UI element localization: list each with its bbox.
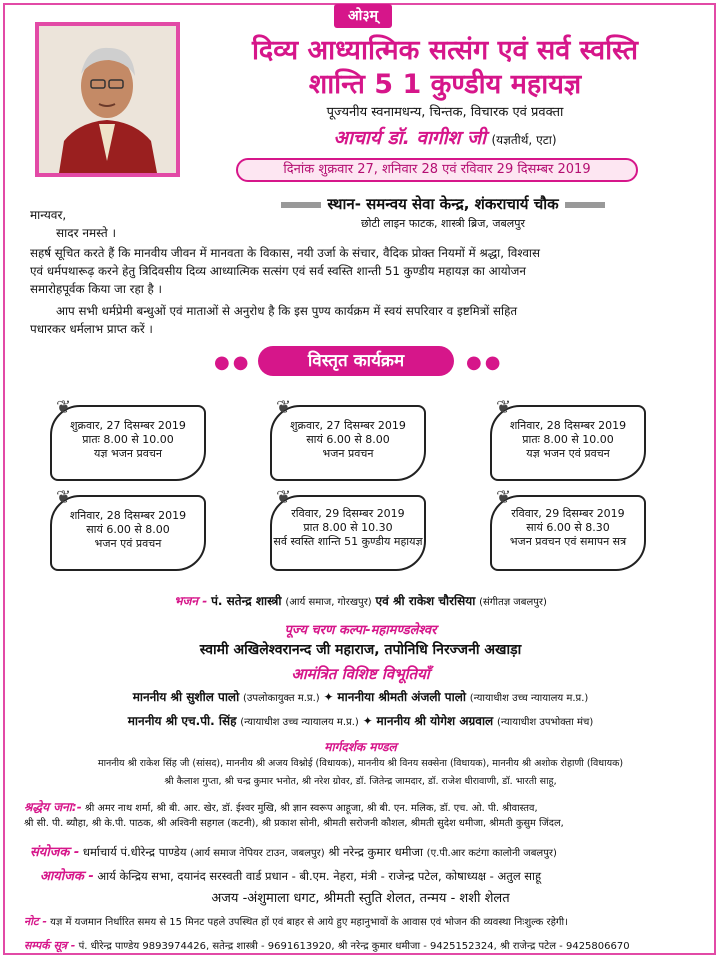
divider-right <box>565 202 605 208</box>
card-time: प्रातः 8.00 से 10.00 <box>522 433 614 446</box>
devotees-label: श्रद्धेय जना:- <box>24 800 82 814</box>
guidance-line-1: माननीय श्री राकेश सिंह जी (सांसद), माननीय श्री अजय विश्नोई (विधायक), माननीय श्री विनय सक्सेना (विधायक), माननीय श्री अशोक रोहाणी (विधायक) <box>97 758 624 769</box>
convener-line <box>30 842 710 860</box>
acharya-line <box>190 124 700 150</box>
om-badge: ओ३म् <box>334 4 392 28</box>
dot-icon: ●● <box>214 352 252 373</box>
swirl-icon: ❦ <box>496 487 512 508</box>
card-event: सर्व स्वस्ति शान्ति 51 कुण्डीय महायज्ञ <box>273 535 423 548</box>
note-label: नोट - <box>24 915 47 928</box>
organizer-text: आर्य केन्द्रिय सभा, दयानंद सरस्वती वार्ड प्रधान - बी.एम. नेहरा, मंत्री - राजेन्द्र पटेल, कोषाध्यक्ष - अतुल साहू <box>97 869 542 883</box>
card-event: भजन एवं प्रवचन <box>94 537 162 550</box>
guest-note: (न्यायाधीश उपभोक्ता मंच) <box>497 717 594 728</box>
card-day: शनिवार, 28 दिसम्बर 2019 <box>69 509 187 522</box>
guest-note: (न्यायाधीश उच्च न्यायालय म.प्र.) <box>469 693 589 704</box>
schedule-card <box>490 397 646 481</box>
bhajan-note-1: (आर्य समाज, गोरखपुर) <box>285 597 372 608</box>
greeting: सादर नमस्ते । <box>56 226 117 240</box>
venue-address: छोटी लाइन फाटक, शास्त्री ब्रिज, जबलपुर <box>360 217 526 230</box>
schedule-card <box>50 397 206 481</box>
para1-line2: एवं धर्मपथारूढ़ करने हेतु त्रिदिवसीय दिव्य आध्यात्मिक सत्संग एवं सर्व स्वस्ति शान्ती 51 कुण्डीय महायज्ञ का आयोजन <box>30 264 526 278</box>
swirl-icon: ❦ <box>496 397 512 418</box>
guidance-heading: मार्गदर्शक मण्डल <box>324 740 397 754</box>
bhajan-artist-1: पं. सतेन्द्र शास्त्री <box>211 594 282 608</box>
schedule-card <box>50 487 206 571</box>
convener-note: (आर्य समाज नेपियर टाउन, जबलपुर) <box>190 848 325 859</box>
card-day: रविवार, 29 दिसम्बर 2019 <box>291 507 405 520</box>
convener-note-2: (ए.पी.आर कटंगा कालोनी जबलपुर) <box>426 848 557 859</box>
dot-icon: ●● <box>466 352 504 373</box>
card-day: शुक्रवार, 27 दिसम्बर 2019 <box>70 419 186 432</box>
venue-text: स्थान- समन्वय सेवा केन्द्र, शंकराचार्य चौक <box>327 195 559 213</box>
note-line <box>24 914 714 929</box>
card-event: भजन प्रवचन एवं समापन सत्र <box>509 535 627 548</box>
salutation: मान्यवर, <box>30 208 67 222</box>
contact-text: पं. धीरेन्द्र पाण्डेय 9893974426, सतेन्द्र शास्त्री - 9691613920, श्री नरेन्द्र कुमार धमीजा - 9425152324, श्री राजेन्द्र पटेल - 9425806670 <box>78 941 630 952</box>
card-time: सायं 6.00 से 8.00 <box>306 433 390 446</box>
organizer-label: आयोजक - <box>40 869 94 884</box>
guest-name: माननीय श्री योगेश अग्रवाल <box>376 714 494 728</box>
swirl-icon: ❦ <box>56 487 72 508</box>
card-event: यज्ञ भजन प्रवचन <box>94 447 162 460</box>
swirl-icon: ❦ <box>56 397 72 418</box>
card-event: यज्ञ भजन एवं प्रवचन <box>526 447 610 460</box>
acharya-suffix: (यज्ञतीर्थ, एटा) <box>491 133 557 147</box>
program-banner: विस्तृत कार्यक्रम <box>258 346 454 376</box>
devotees-line-2: श्री सी. पी. ब्यौहा, श्री के.पी. पाठक, श्री अश्विनी सहगल (कटनी), श्री प्रकाश सोनी, श्रीमती सरोजनी कौशल, श्रीमती सुदेश धमीजा, श्रीमती कुसुम जिंदल, <box>24 818 564 829</box>
card-day: रविवार, 29 दिसम्बर 2019 <box>511 507 625 520</box>
para1-line3: समारोहपूर्वक किया जा रहा है । <box>30 282 163 296</box>
bhajan-line <box>0 592 721 609</box>
para2-line2: पधारकर धर्मलाभ प्राप्त करें । <box>30 322 153 336</box>
para2-line1: आप सभी धर्मप्रेमी बन्धुओं एवं माताओं से अनुरोध है कि इस पुण्य कार्यक्रम में स्वयं सपरिवार व इष्टमित्रों सहित <box>56 304 518 318</box>
title-line-2: शान्ति 5 1 कुण्डीय महायज्ञ <box>308 69 582 100</box>
guests-heading: आमंत्रित विशिष्ट विभूतियाँ <box>291 665 430 683</box>
schedule-card <box>270 397 426 481</box>
guests-row-2 <box>0 712 721 729</box>
acharya-name: आचार्य डॉ. वागीश जी <box>333 127 487 149</box>
card-time: सायं 6.00 से 8.30 <box>526 521 610 534</box>
bhajan-artist-2: एवं श्री राकेश चौरसिया <box>375 594 476 608</box>
presiding-name: स्वामी अखिलेश्वरानन्द जी महाराज, तपोनिधि निरज्जनी अखाड़ा <box>199 642 522 658</box>
devotees-line-1 <box>24 798 704 815</box>
four-point-star-icon: ✦ <box>362 714 373 728</box>
venue <box>255 194 631 214</box>
guest-note: (न्यायाधीश उच्च न्यायालय म.प्र.) <box>240 717 359 728</box>
bhajan-label: भजन - <box>174 594 208 608</box>
schedule-card <box>270 487 426 571</box>
title-line-1: दिव्य आध्यात्मिक सत्संग एवं सर्व स्वस्ति <box>251 35 639 66</box>
divider-left <box>281 202 321 208</box>
swirl-icon: ❦ <box>276 397 292 418</box>
guidance-line-2: श्री कैलाश गुप्ता, श्री चन्द्र कुमार भनोत, श्री नरेश ग्रोवर, डॉ. जितेन्द्र जामदार, डॉ. राजेश धीरावाणी, डॉ. भारती साहू, <box>164 776 557 787</box>
note-text: यज्ञ में यजमान निर्धारित समय से 15 मिनट पहले उपस्थित हों एवं बाहर से आये हुए महानुभावों के आवास एवं भोजन की व्यवस्था निःशुल्क रहेगी। <box>50 917 568 928</box>
subtitle: पूज्यनीय स्वनामधन्य, चिन्तक, विचारक एवं प्रवक्ता <box>326 105 564 120</box>
card-event: भजन प्रवचन <box>322 447 374 460</box>
card-time: प्रात 8.00 से 10.30 <box>303 521 393 534</box>
portrait-icon <box>39 26 176 173</box>
bhajan-note-2: (संगीतज्ञ जबलपुर) <box>479 597 547 608</box>
organizer-line <box>40 866 710 884</box>
guest-name: माननीय श्री सुशील पालो <box>132 690 240 704</box>
organizer-line-2: अजय -अंशुमाला धगट, श्रीमती स्तुति शेलत, तन्मय - शशी शेलत <box>211 891 510 906</box>
schedule-card <box>490 487 646 571</box>
card-day: शनिवार, 28 दिसम्बर 2019 <box>509 419 627 432</box>
date-banner: दिनांक शुक्रवार 27, शनिवार 28 एवं रविवार 29 दिसम्बर 2019 <box>236 158 638 182</box>
guests-row-1 <box>0 688 721 705</box>
four-point-star-icon: ✦ <box>323 690 334 704</box>
portrait-photo <box>35 22 180 177</box>
guest-name: माननीय श्री एच.पी. सिंह <box>127 714 237 728</box>
devotees-text-1: श्री अमर नाथ शर्मा, श्री बी. आर. खेर, डॉ. ईश्वर मुखि, श्री ज्ञान स्वरूप आहूजा, श्री बी. एन. मलिक, डॉ. एच. ओ. पी. श्रीवास्तव, <box>84 803 538 814</box>
convener-name-2: श्री नरेन्द्र कुमार धमीजा <box>328 845 424 859</box>
convener-name: धर्माचार्य पं.धीरेन्द्र पाण्डेय <box>82 845 187 859</box>
card-time: सायं 6.00 से 8.00 <box>86 523 170 536</box>
presiding-heading: पूज्य चरण कल्पा-महामण्डलेश्वर <box>284 623 437 638</box>
card-time: प्रातः 8.00 से 10.00 <box>82 433 174 446</box>
guest-name: माननीया श्रीमती अंजली पालो <box>337 690 466 704</box>
card-day: शुक्रवार, 27 दिसम्बर 2019 <box>290 419 406 432</box>
swirl-icon: ❦ <box>276 487 292 508</box>
contact-label: सम्पर्क सूत्र - <box>24 939 76 952</box>
convener-label: संयोजक - <box>30 845 80 860</box>
guest-note: (उपलोकायुक्त म.प्र.) <box>243 693 320 704</box>
contact-line <box>24 938 714 953</box>
para1-line1: सहर्ष सूचित करते हैं कि मानवीय जीवन में मानवता के विकास, नयी उर्जा के संचार, वैदिक प्रोक्त नियमों में श्रद्धा, विश्वास <box>30 246 540 260</box>
